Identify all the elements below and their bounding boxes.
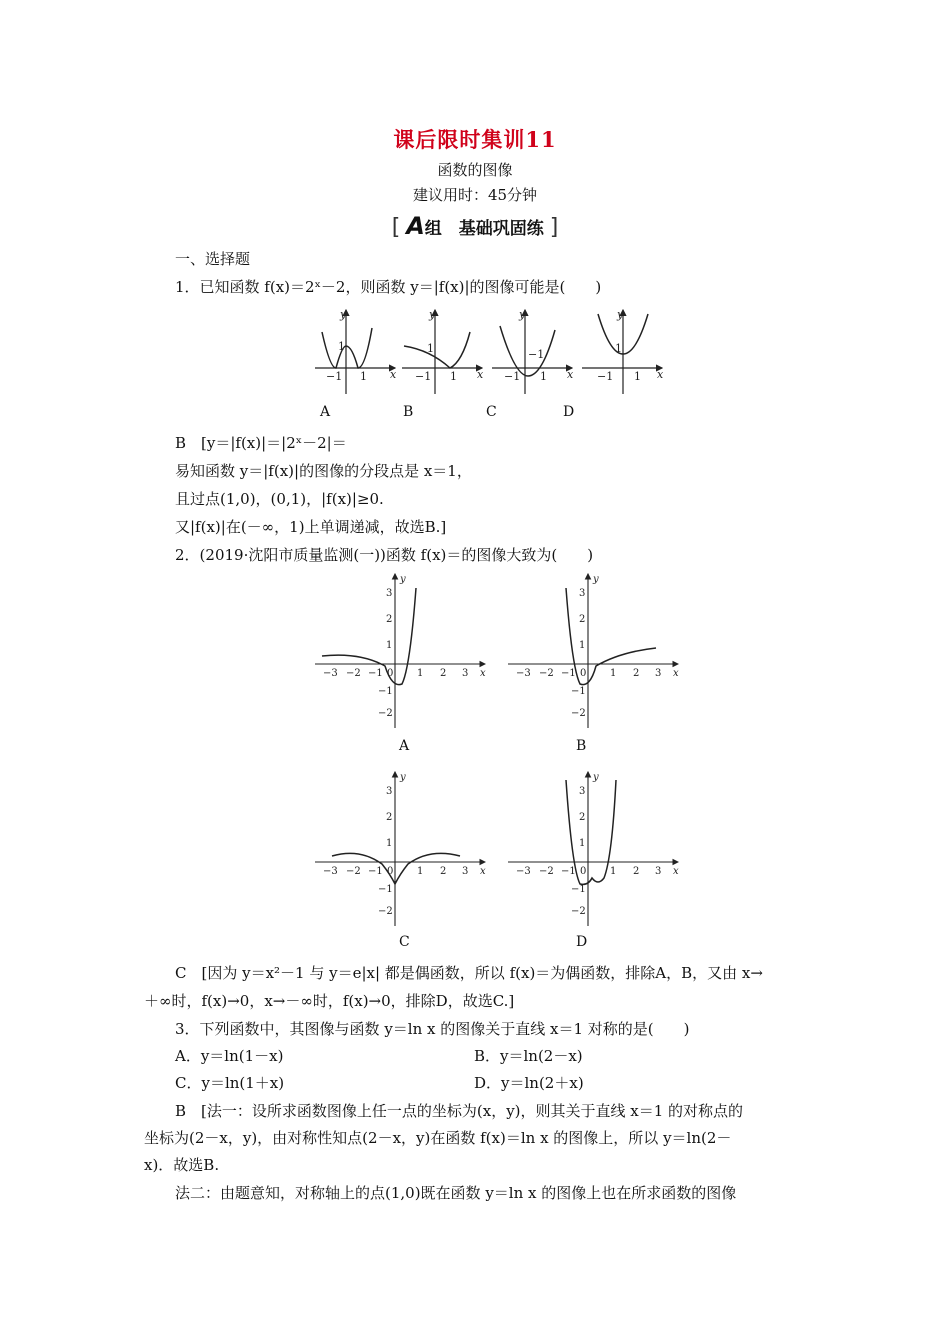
svg-text:0: 0 (580, 866, 587, 877)
q2-option-a: A (399, 738, 410, 754)
svg-text:−3: −3 (516, 866, 531, 877)
q1-stem: 1．已知函数 f(x)＝2ˣ－2，则函数 y＝|f(x)|的图像可能是( ) (175, 278, 602, 296)
q1-answer-line-4: 又|f(x)|在(－∞，1)上单调递减，故选B.] (175, 518, 447, 536)
svg-text:−1: −1 (571, 884, 586, 895)
svg-text:−2: −2 (378, 708, 393, 719)
q3-answer-line-4: 法二：由题意知，对称轴上的点(1,0)既在函数 y＝ln x 的图像上也在所求函数的图像 (175, 1184, 737, 1202)
svg-text:y: y (429, 308, 436, 321)
q2-option-c: C (399, 934, 410, 950)
q1-graph-b (402, 310, 482, 394)
svg-text:1: 1 (338, 340, 345, 353)
svg-text:3: 3 (579, 588, 586, 599)
svg-text:2: 2 (633, 668, 640, 679)
svg-text:0: 0 (387, 866, 394, 877)
svg-text:1: 1 (610, 866, 617, 877)
q2-answer-line-2: ＋∞时，f(x)→0，x→－∞时，f(x)→0，排除D，故选C.] (144, 992, 515, 1010)
svg-text:y: y (593, 772, 599, 783)
svg-text:−1: −1 (571, 686, 586, 697)
q2-graph-a (315, 574, 485, 728)
svg-text:2: 2 (440, 866, 447, 877)
svg-text:0: 0 (387, 668, 394, 679)
svg-text:−1: −1 (597, 370, 614, 383)
svg-text:2: 2 (579, 614, 586, 625)
svg-text:x: x (480, 866, 486, 877)
svg-text:1: 1 (417, 668, 424, 679)
svg-text:−1: −1 (561, 866, 576, 877)
svg-text:2: 2 (386, 812, 393, 823)
bracket-left: [ (391, 215, 401, 240)
svg-text:y: y (593, 574, 599, 585)
svg-text:1: 1 (386, 640, 393, 651)
q1-answer-line-2: 易知函数 y＝|f(x)|的图像的分段点是 x＝1， (175, 462, 472, 480)
q1-graphs (310, 306, 680, 398)
q1-option-d: D (563, 404, 575, 420)
svg-text:x: x (477, 368, 484, 381)
svg-text:−1: −1 (528, 348, 545, 361)
q2-answer-line-1: C [因为 y＝x²－1 与 y＝e|x| 都是偶函数，所以 f(x)＝为偶函数，排除A，B，又由 x→ (175, 964, 763, 982)
page-title: 课后限时集训11 (393, 127, 557, 152)
svg-text:x: x (480, 668, 486, 679)
q3-answer-line-1: B [法一：设所求函数图像上任一点的坐标为(x，y)，则其关于直线 x＝1 的对称点的 (175, 1102, 744, 1120)
q3-option-b: B．y＝ln(2－x) (474, 1047, 583, 1065)
svg-text:1: 1 (360, 370, 367, 383)
svg-text:x: x (673, 866, 679, 877)
svg-text:1: 1 (450, 370, 457, 383)
svg-text:−2: −2 (346, 866, 361, 877)
svg-text:−3: −3 (323, 668, 338, 679)
svg-text:1: 1 (386, 838, 393, 849)
svg-text:2: 2 (633, 866, 640, 877)
svg-text:y: y (400, 772, 406, 783)
q2-option-b: B (576, 738, 587, 754)
svg-text:3: 3 (579, 786, 586, 797)
svg-text:y: y (519, 308, 526, 321)
svg-text:−1: −1 (504, 370, 521, 383)
group-banner (0, 212, 950, 240)
q2-graph-d (508, 772, 678, 926)
svg-text:−1: −1 (561, 668, 576, 679)
q2-stem: 2．(2019·沈阳市质量监测(一))函数 f(x)＝的图像大致为( ) (175, 546, 594, 564)
svg-text:x: x (567, 368, 574, 381)
svg-text:−2: −2 (378, 906, 393, 917)
svg-text:1: 1 (540, 370, 547, 383)
svg-text:−2: −2 (571, 906, 586, 917)
svg-text:−3: −3 (516, 668, 531, 679)
section-heading: 一、选择题 (175, 250, 251, 268)
svg-text:3: 3 (655, 668, 662, 679)
q3-option-a: A．y＝ln(1－x) (175, 1047, 284, 1065)
q2-graph-c (315, 772, 485, 926)
q2-graphs (310, 568, 690, 940)
q1-option-c: C (486, 404, 497, 420)
svg-text:1: 1 (610, 668, 617, 679)
svg-text:3: 3 (655, 866, 662, 877)
svg-text:−1: −1 (378, 884, 393, 895)
svg-text:3: 3 (386, 786, 393, 797)
svg-text:−2: −2 (346, 668, 361, 679)
q3-option-d: D．y＝ln(2＋x) (474, 1074, 584, 1092)
svg-text:1: 1 (634, 370, 641, 383)
q1-answer-line-3: 且过点(1,0)，(0,1)，|f(x)|≥0. (175, 490, 384, 508)
page-subtitle: 函数的图像 (437, 161, 513, 179)
q3-answer-line-3: x)．故选B. (144, 1156, 220, 1174)
svg-text:2: 2 (386, 614, 393, 625)
svg-text:−2: −2 (539, 866, 554, 877)
svg-text:−1: −1 (368, 866, 383, 877)
q3-stem: 3．下列函数中，其图像与函数 y＝ln x 的图像关于直线 x＝1 对称的是( ) (175, 1020, 690, 1038)
svg-text:2: 2 (579, 812, 586, 823)
svg-text:−3: −3 (323, 866, 338, 877)
svg-text:0: 0 (580, 668, 587, 679)
svg-text:1: 1 (579, 640, 586, 651)
q2-graph-b (508, 574, 678, 728)
svg-text:y: y (617, 308, 624, 321)
svg-text:−2: −2 (539, 668, 554, 679)
svg-text:1: 1 (579, 838, 586, 849)
svg-text:−1: −1 (378, 686, 393, 697)
suggested-time: 建议用时：45分钟 (412, 186, 538, 204)
q3-option-c: C．y＝ln(1＋x) (175, 1074, 285, 1092)
svg-text:3: 3 (386, 588, 393, 599)
svg-text:−1: −1 (415, 370, 432, 383)
svg-text:3: 3 (462, 668, 469, 679)
svg-text:y: y (340, 308, 347, 321)
svg-text:−1: −1 (368, 668, 383, 679)
svg-text:−1: −1 (326, 370, 343, 383)
q3-answer-line-2: 坐标为(2－x，y)，由对称性知点(2－x，y)在函数 f(x)＝ln x 的图像上，所以 y＝ln(2－ (144, 1129, 732, 1147)
svg-text:1: 1 (427, 342, 434, 355)
svg-text:1: 1 (417, 866, 424, 877)
group-letter: A (406, 212, 425, 240)
svg-text:1: 1 (615, 342, 622, 355)
svg-text:x: x (673, 668, 679, 679)
svg-text:y: y (400, 574, 406, 585)
svg-text:2: 2 (440, 668, 447, 679)
svg-text:−2: −2 (571, 708, 586, 719)
q1-answer-line-1: B [y＝|f(x)|＝|2ˣ－2|＝ (175, 434, 347, 452)
q1-option-a: A (320, 404, 331, 420)
q2-option-d: D (576, 934, 588, 950)
q1-option-b: B (403, 404, 414, 420)
bracket-right: ] (549, 215, 559, 240)
svg-text:x: x (390, 368, 397, 381)
group-label: 组 基础巩固练 (424, 219, 544, 239)
svg-text:3: 3 (462, 866, 469, 877)
q1-graph-d (582, 310, 662, 394)
svg-text:x: x (657, 368, 664, 381)
